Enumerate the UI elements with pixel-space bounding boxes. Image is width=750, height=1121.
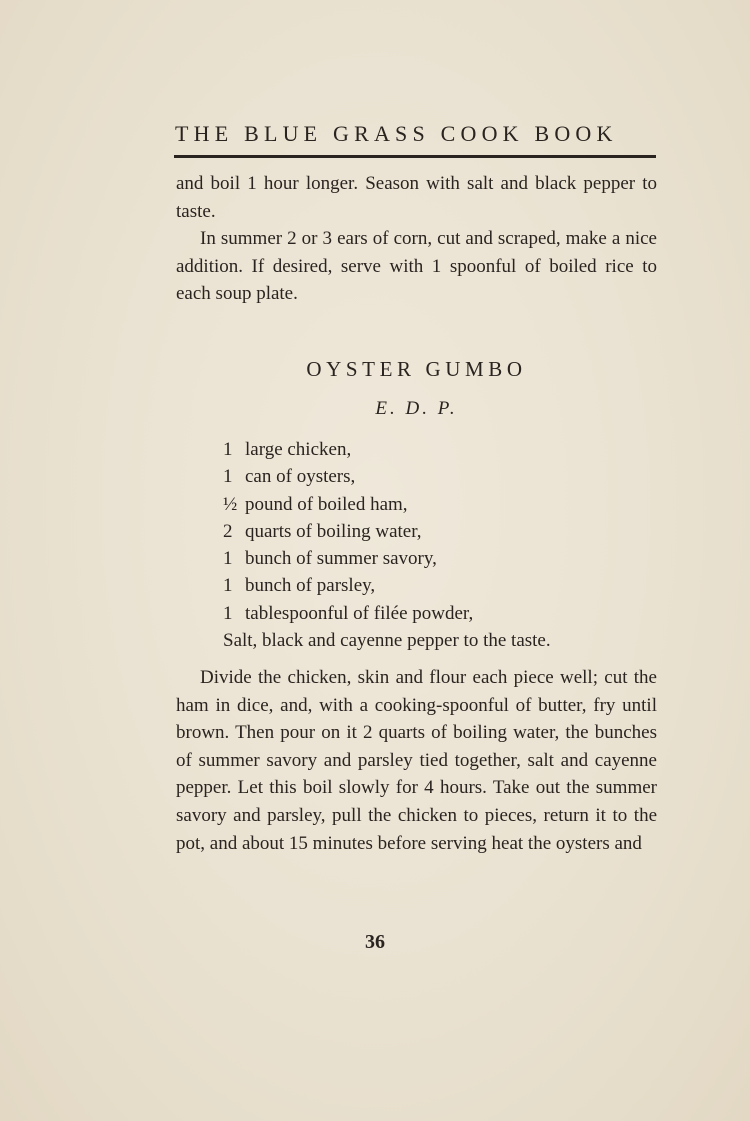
recipe-author: E. D. P. [375, 398, 458, 419]
ingredient-qty: 1 [223, 602, 233, 624]
page-number: 36 [365, 931, 385, 953]
ingredient-text: large chicken, [245, 439, 352, 460]
ingredient-item [223, 518, 663, 545]
ingredient-list [223, 436, 663, 654]
running-head: THE BLUE GRASS COOK BOOK [175, 121, 618, 146]
header-rule [174, 155, 656, 158]
ingredient-text: pound of boiled ham, [245, 493, 408, 515]
ingredient-text: can of oysters, [245, 466, 356, 488]
ingredient-item [223, 491, 663, 518]
recipe-method [176, 664, 657, 857]
ingredient-item [223, 463, 663, 490]
ingredient-qty: ½ [223, 493, 238, 515]
ingredient-text: Salt, black and cayenne pepper to the taste. [223, 630, 551, 652]
ingredient-text: bunch of summer savory, [245, 548, 437, 570]
paragraph: and boil 1 hour longer. Season with salt and black pepper to taste. [176, 173, 657, 222]
ingredient-item [223, 436, 663, 463]
ingredient-item [223, 545, 663, 572]
ingredient-qty: 1 [223, 439, 233, 460]
ingredient-item [223, 572, 663, 599]
recipe-title: OYSTER GUMBO [306, 357, 527, 381]
ingredient-item [223, 600, 663, 627]
ingredient-qty: 2 [223, 520, 233, 542]
ingredient-qty: 1 [223, 466, 233, 488]
paragraph: In summer 2 or 3 ears of corn, cut and scraped, make a nice addition. If desired, serve with 1 spoonful of boiled rice to each soup plate. [176, 228, 657, 305]
ingredient-text: quarts of boiling water, [245, 520, 422, 542]
paragraph: Divide the chicken, skin and flour each piece well; cut the ham in dice, and, with a cooking-spoonful of butter, fry until brown. Then pour on it 2 quarts of boiling water, the bunches of summer savory and parsley tied together, salt and cayenne pepper. Let this boil slowly for 4 hours. Take out the summer savory and parsley, pull the chicken to pieces, return it to the pot, and about 15 minutes before serving heat the oysters and [176, 667, 657, 854]
ingredient-qty: 1 [223, 548, 233, 570]
ingredient-item [223, 627, 663, 654]
ingredient-text: bunch of parsley, [245, 575, 376, 597]
continued-text [176, 170, 657, 308]
ingredient-text: tablespoonful of filée powder, [245, 602, 474, 624]
ingredient-qty: 1 [223, 575, 233, 597]
